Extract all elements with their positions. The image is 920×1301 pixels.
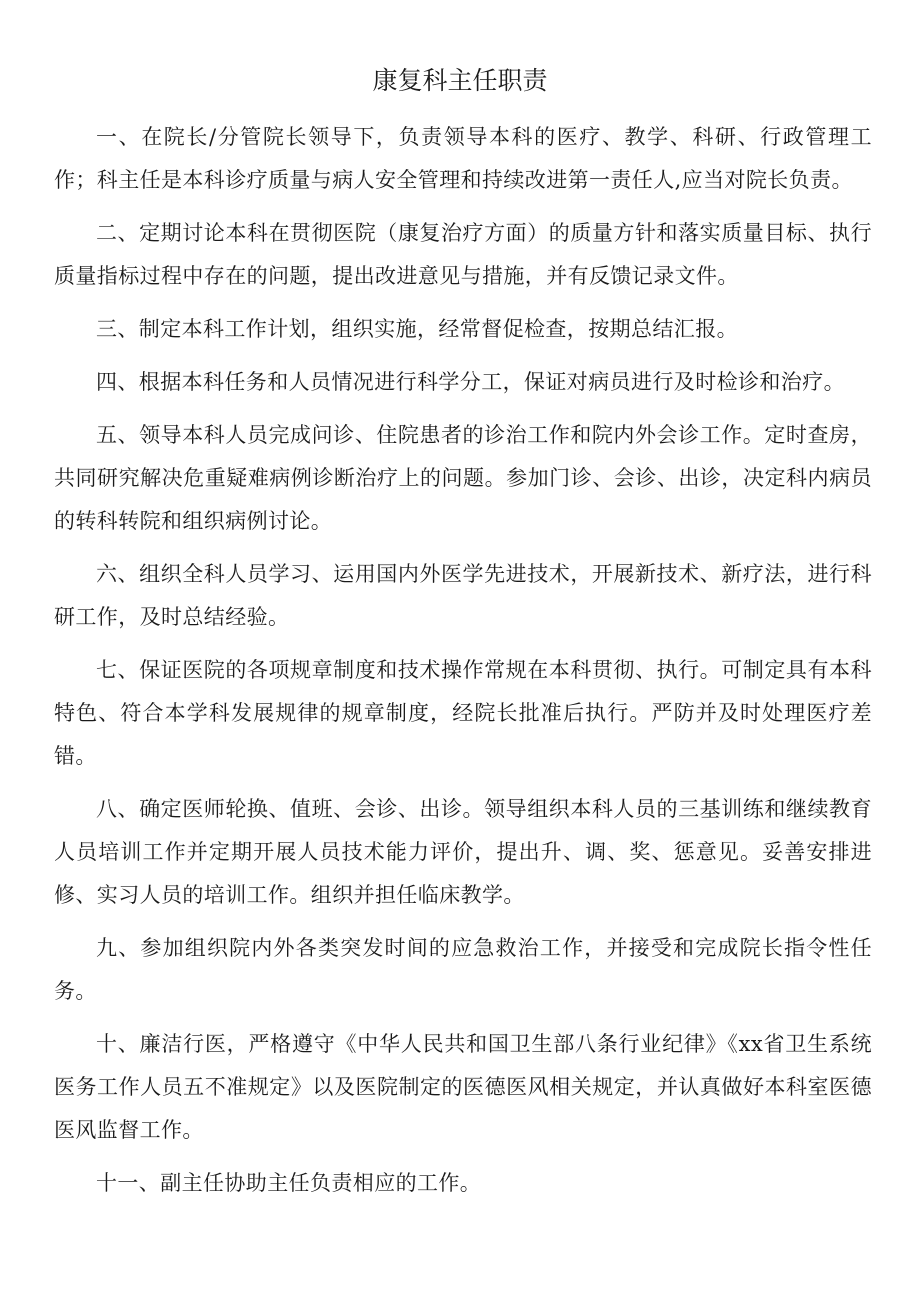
paragraph-11: 十一、副主任协助主任负责相应的工作。 xyxy=(96,1171,482,1195)
paragraph-10: 十、廉洁行医，严格遵守《中华人民共和国卫生部八条行业纪律》《xx省卫生系统医务工作人员五不准规定》以及医院制定的医德医风相关规定，并认真做好本科室医德医风监督工作。 xyxy=(54,1032,872,1142)
paragraph-8: 八、确定医师轮换、值班、会诊、出诊。领导组织本科人员的三基训练和继续教育人员培训工作并定期开展人员技术能力评价，提出升、调、奖、惩意见。妥善安排进修、实习人员的培训工作。组织并担任临床教学。 xyxy=(54,797,872,907)
paragraph-2: 二、定期讨论本科在贯彻医院（康复治疗方面）的质量方针和落实质量目标、执行质量指标过程中存在的问题，提出改进意见与措施，并有反馈记录文件。 xyxy=(54,221,872,288)
paragraph-9: 九、参加组织院内外各类突发时间的应急救治工作，并接受和完成院长指令性任务。 xyxy=(54,936,872,1003)
document-title: 康复科主任职责 xyxy=(372,66,548,95)
paragraph-3: 三、制定本科工作计划，组织实施，经常督促检查，按期总结汇报。 xyxy=(96,317,738,341)
paragraph-6: 六、组织全科人员学习、运用国内外医学先进技术，开展新技术、新疗法，进行科研工作，及时总结经验。 xyxy=(54,562,872,629)
paragraph-7: 七、保证医院的各项规章制度和技术操作常规在本科贯彻、执行。可制定具有本科特色、符合本学科发展规律的规章制度，经院长批准后执行。严防并及时处理医疗差错。 xyxy=(54,658,872,768)
paragraph-1: 一、在院长/分管院长领导下，负责领导本科的医疗、教学、科研、行政管理工作；科主任是本科诊疗质量与病人安全管理和持续改进第一责任人,应当对院长负责。 xyxy=(54,125,872,192)
paragraph-5: 五、领导本科人员完成问诊、住院患者的诊治工作和院内外会诊工作。定时查房，共同研究解决危重疑难病例诊断治疗上的问题。参加门诊、会诊、出诊，决定科内病员的转科转院和组织病例讨论。 xyxy=(54,423,872,533)
document-body xyxy=(54,116,872,1215)
paragraph-4: 四、根据本科任务和人员情况进行科学分工，保证对病员进行及时检诊和治疗。 xyxy=(96,370,845,394)
